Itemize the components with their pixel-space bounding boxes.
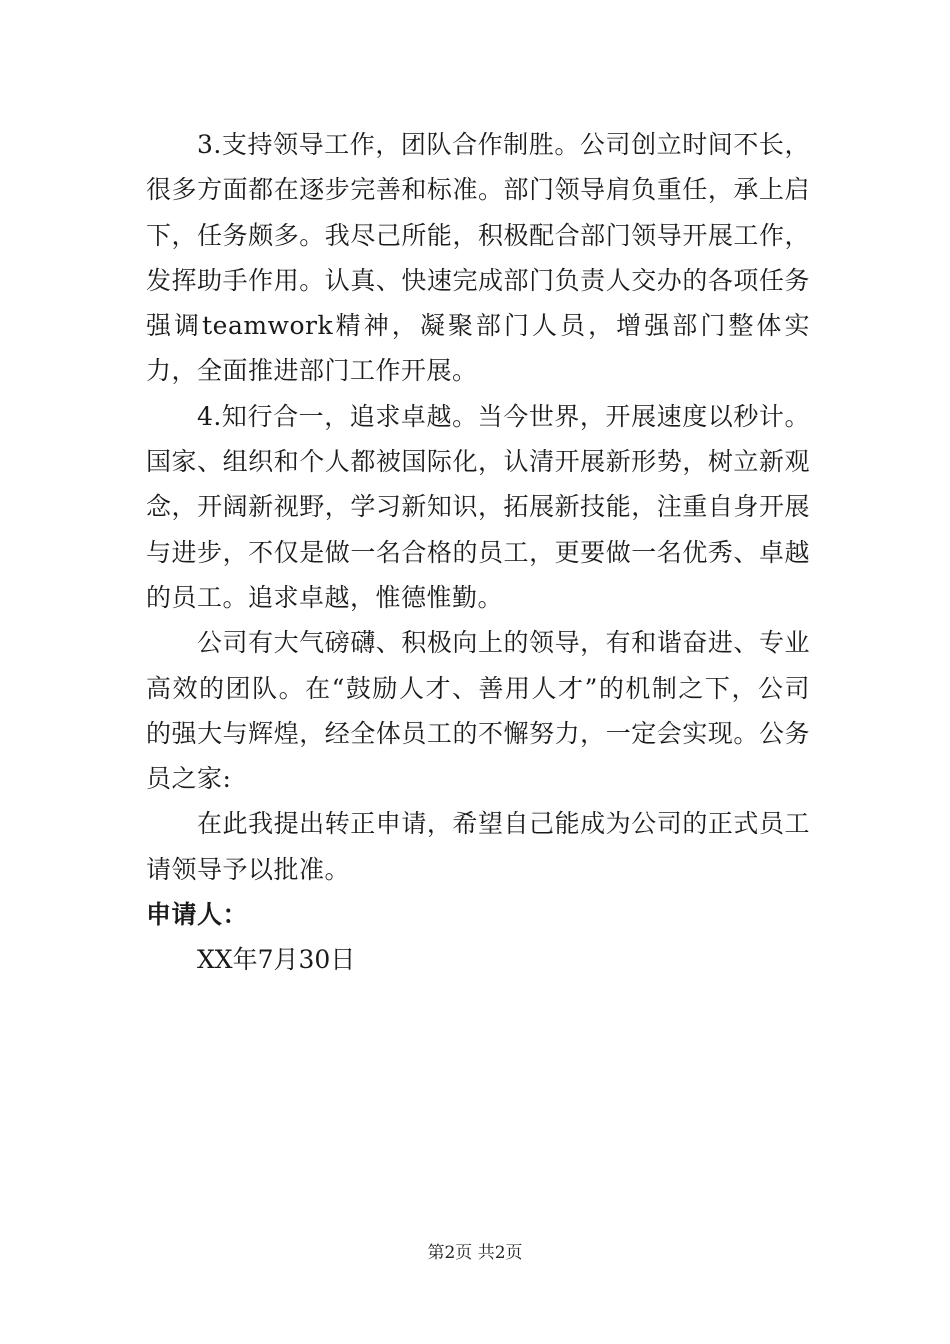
application-date: XX年7月30日	[197, 945, 356, 975]
page-footer: 第2页 共2页	[427, 1243, 523, 1263]
document-body	[146, 122, 810, 983]
paragraph-support-leadership: 3.支持领导工作，团队合作制胜。公司创立时间不长，很多方面都在逐步完善和标准。部门领导肩负重任，承上启下，任务颇多。我尽己所能，积极配合部门领导开展工作，发挥助手作用。认真、快速完成部门负责人交办的各项任务强调teamwork精神，凝聚部门人员，增强部门整体实力，全面推进部门工作开展。	[146, 130, 810, 386]
paragraph-pursue-excellence: 4.知行合一，追求卓越。当今世界，开展速度以秒计。国家、组织和个人都被国际化，认清开展新形势，树立新观念，开阔新视野，学习新知识，拓展新技能，注重自身开展与进步，不仅是做一名合格的员工，更要做一名优秀、卓越的员工。追求卓越，惟德惟勤。	[146, 401, 810, 612]
applicant-label: 申请人：	[146, 900, 249, 930]
paragraph-company-outlook: 公司有大气磅礴、积极向上的领导，有和谐奋进、专业高效的团队。在“鼓励人才、善用人才”的机制之下，公司的强大与辉煌，经全体员工的不懈努力，一定会实现。公务员之家:	[146, 628, 810, 794]
paragraph-application-request: 在此我提出转正申请，希望自己能成为公司的正式员工请领导予以批准。	[146, 809, 810, 884]
